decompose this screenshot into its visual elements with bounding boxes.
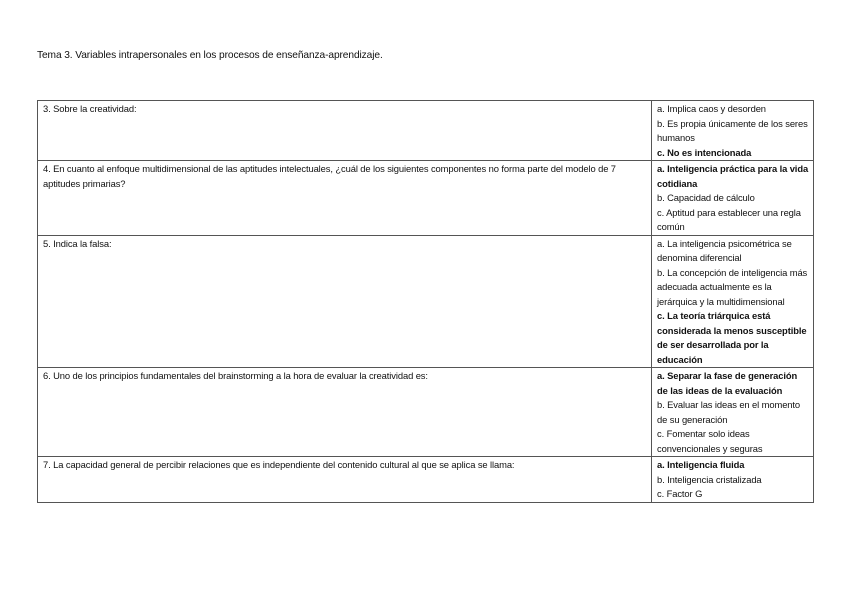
option-c: c. Aptitud para establecer una regla común bbox=[657, 206, 801, 232]
option-b: b. Capacidad de cálculo bbox=[657, 192, 755, 203]
table-row bbox=[38, 457, 814, 503]
option-c: c. Fomentar solo ideas convencionales y seguras bbox=[657, 428, 763, 454]
answer-options bbox=[652, 235, 814, 368]
question-text: 3. Sobre la creatividad: bbox=[38, 101, 652, 161]
table-row bbox=[38, 161, 814, 236]
table-row bbox=[38, 101, 814, 161]
option-b: b. Evaluar las ideas en el momento de su generación bbox=[657, 399, 801, 425]
questions-table bbox=[37, 100, 814, 503]
question-text: 5. Indica la falsa: bbox=[38, 235, 652, 368]
option-a: a. La inteligencia psicométrica se denomina diferencial bbox=[657, 237, 792, 263]
page-title: Tema 3. Variables intrapersonales en los procesos de enseñanza-aprendizaje. bbox=[37, 50, 383, 61]
answer-options bbox=[652, 368, 814, 457]
question-text: 7. La capacidad general de percibir relaciones que es independiente del contenido cultural al que se aplica se llama: bbox=[38, 457, 652, 503]
answer-options bbox=[652, 161, 814, 236]
question-text: 6. Uno de los principios fundamentales del brainstorming a la hora de evaluar la creatividad es: bbox=[38, 368, 652, 457]
option-c-correct: c. La teoría triárquica está considerada la menos susceptible de ser desarrollada por la educación bbox=[657, 310, 807, 365]
option-b: b. Inteligencia cristalizada bbox=[657, 473, 762, 485]
answer-options bbox=[652, 101, 814, 161]
answer-options bbox=[652, 457, 814, 503]
table-row bbox=[38, 368, 814, 457]
option-b: b. Es propia únicamente de los seres humanos bbox=[657, 117, 808, 143]
option-a-correct: a. Inteligencia práctica para la vida cotidiana bbox=[657, 163, 809, 189]
option-a-correct: a. Separar la fase de generación de las ideas de la evaluación bbox=[657, 370, 798, 396]
option-a-correct: a. Inteligencia fluida bbox=[657, 459, 745, 470]
option-c-correct: c. No es intencionada bbox=[657, 146, 752, 158]
option-c: c. Factor G bbox=[657, 488, 703, 499]
option-b: b. La concepción de inteligencia más adecuada actualmente es la jerárquica y la multidimensional bbox=[657, 266, 808, 307]
option-a: a. Implica caos y desorden bbox=[657, 103, 766, 114]
table-row bbox=[38, 235, 814, 368]
question-text: 4. En cuanto al enfoque multidimensional de las aptitudes intelectuales, ¿cuál de los siguientes componentes no forma parte del modelo de 7 aptitudes primarias? bbox=[38, 161, 652, 236]
